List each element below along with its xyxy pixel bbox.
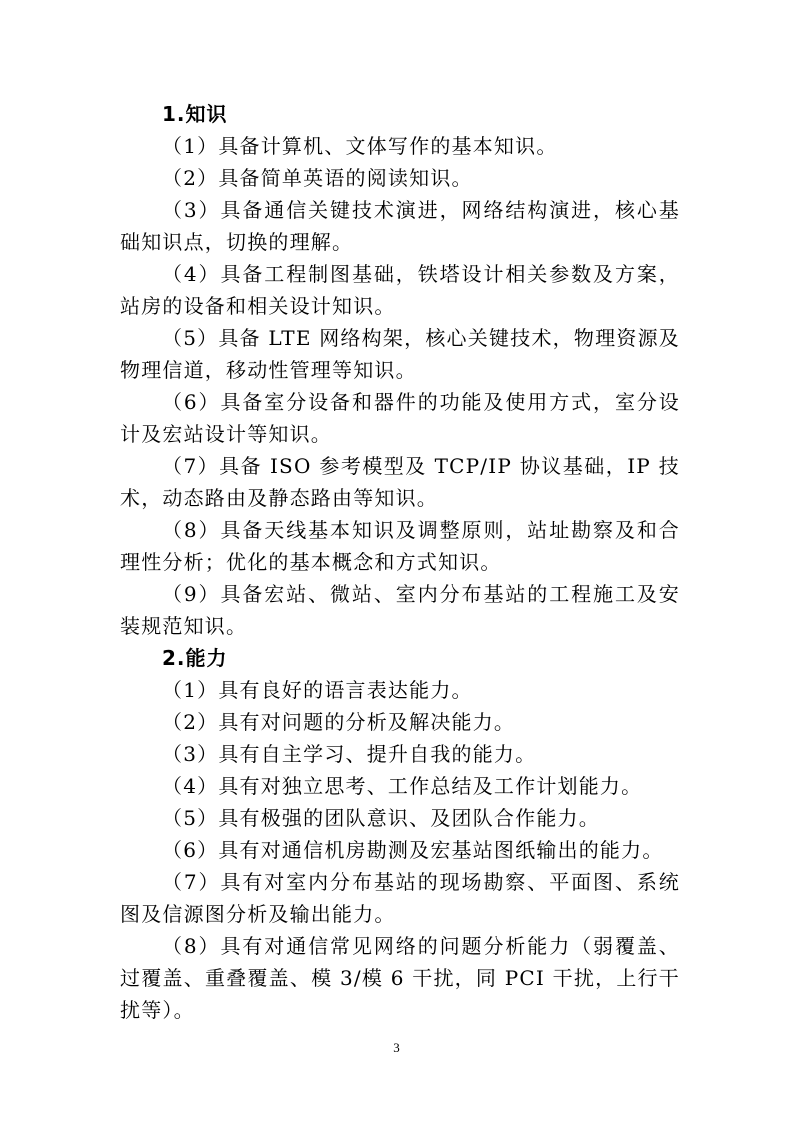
list-item: （5）具有极强的团队意识、及团队合作能力。 bbox=[162, 806, 600, 830]
list-item: （4）具有对独立思考、工作总结及工作计划能力。 bbox=[162, 774, 643, 798]
list-item: （6）具有对通信机房勘测及宏基站图纸输出的能力。 bbox=[162, 838, 664, 862]
list-item: （6）具备室分设备和器件的功能及使用方式，室分设计及宏站设计等知识。 bbox=[120, 390, 680, 446]
page-number: 3 bbox=[393, 1040, 400, 1055]
list-item: （8）具备天线基本知识及调整原则，站址勘察及和合理性分析；优化的基本概念和方式知识。 bbox=[120, 518, 680, 574]
list-item: （1）具有良好的语言表达能力。 bbox=[162, 678, 473, 702]
document-body bbox=[120, 98, 680, 1026]
list-item: （5）具备 LTE 网络构架，核心关键技术，物理资源及物理信道，移动性管理等知识。 bbox=[120, 326, 680, 382]
section-knowledge bbox=[120, 98, 680, 642]
list-item: （2）具有对问题的分析及解决能力。 bbox=[162, 710, 516, 734]
list-item: （8）具有对通信常见网络的问题分析能力（弱覆盖、过覆盖、重叠覆盖、模 3/模 6 干扰，同 PCI 干扰，上行干扰等）。 bbox=[120, 934, 680, 1022]
list-item: （7）具备 ISO 参考模型及 TCP/IP 协议基础，IP 技术，动态路由及静态路由等知识。 bbox=[120, 454, 680, 510]
list-item: （3）具有自主学习、提升自我的能力。 bbox=[162, 742, 537, 766]
section-ability bbox=[120, 642, 680, 1026]
list-item: （7）具有对室内分布基站的现场勘察、平面图、系统图及信源图分析及输出能力。 bbox=[120, 870, 680, 926]
list-item: （4）具备工程制图基础，铁塔设计相关参数及方案，站房的设备和相关设计知识。 bbox=[120, 262, 680, 318]
section-heading-ability: 2.能力 bbox=[162, 646, 228, 670]
list-item: （3）具备通信关键技术演进，网络结构演进，核心基础知识点，切换的理解。 bbox=[120, 198, 680, 254]
list-item: （1）具备计算机、文体写作的基本知识。 bbox=[162, 134, 558, 158]
list-item: （9）具备宏站、微站、室内分布基站的工程施工及安装规范知识。 bbox=[120, 582, 680, 638]
section-heading-knowledge: 1.知识 bbox=[162, 102, 228, 126]
list-item: （2）具备简单英语的阅读知识。 bbox=[162, 166, 473, 190]
